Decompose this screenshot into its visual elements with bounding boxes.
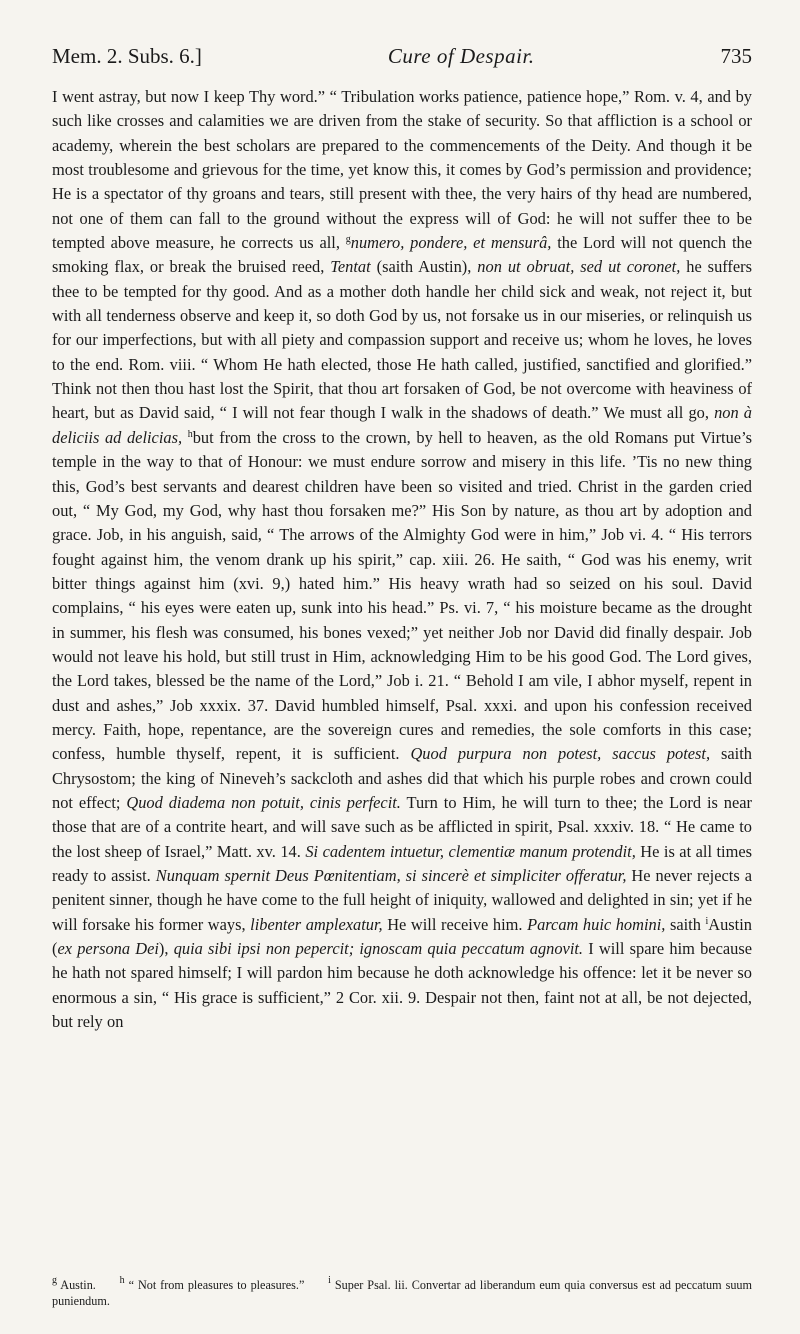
footnotes [52,1277,752,1309]
latin-phrase: libenter amplexatur, [250,914,383,934]
text-run: saith Chrysostom; the king of Nineveh’s sackcloth and ashes did that which his purple robes and crown could not effect; [52,744,752,812]
text-run: ), [158,939,174,959]
text-run: He will receive him. [382,914,528,934]
page-number: 735 [720,44,752,68]
latin-phrase: Si cadentem intuetur, clementiæ manum protendit, [305,841,636,861]
latin-phrase: non à deliciis ad delicias, [52,403,752,447]
text-run: he suffers thee to be tempted for thy good. And as a mother doth handle her child sick and weak, not reject it, but with all tenderness observe and keep it, so doth God by us, not forsake us in our miseries, or relinquish us for our imperfections, but with all piety and compassion support and receive us; whom he loves, he loves to the end. Rom. viii. “ Whom He hath elected, those He hath called, justified, sanctified and glorified.” Think not then thou hast lost the Spirit, that thou art forsaken of God, be not overcome with heaviness of heart, but as David said, “ I will not fear though I walk in the shadows of death.” We must all go, [52,257,752,423]
text-run: I went astray, but now I keep Thy word.” “ Tribulation works patience, patience hope,” Rom. v. 4, and by such like crosses and calamities we are driven from the stake of security. So that affliction is a school or academy, wherein the best scholars are prepared to the commencements of the Deity. And though it be most troublesome and grievous for the time, yet know this, it comes by God’s permission and providence; He is a spectator of thy groans and tears, still present with thee, the very hairs of thy head are numbered, not one of them can fall to the ground without the express will of God: he will not suffer thee to be tempted above measure, he corrects us all, [52,87,752,253]
latin-phrase: numero, pondere, et mensurâ, [350,233,552,253]
text-run: I will spare him because he hath not spared himself; I will pardon him because he doth acknowledge his offence: let it be never so enormous a sin, “ His grace is sufficient,” 2 Cor. xii. 9. Despair not then, faint not at all, be not dejected, but rely on [52,939,752,1032]
text-run: Turn to Him, he will turn to thee; the Lord is near those that are of a contrite heart, and will save such as be afflicted in spirit, Psal. xxxiv. 18. “ He came to the lost sheep of Israel,” Matt. xv. 14. [52,792,753,861]
body-text [52,85,752,1034]
running-title: Cure of Despair. [387,44,535,68]
section-reference: Mem. 2. Subs. 6.] [52,44,202,68]
text-run: He never rejects a penitent sinner, though he have come to the full height of iniquity, wallowed and delighted in sin; yet if he will forsake his former ways, [52,866,752,934]
footnote-marker-h: h [187,428,193,440]
footnote-h-text: “ Not from pleasures to pleasures.” [124,1278,305,1292]
footnote-h-marker: h [119,1275,125,1286]
latin-phrase: ex persona Dei [57,939,159,959]
running-header [52,44,752,69]
footnote-i-marker: i [328,1275,331,1286]
footnote-marker-i: i [705,915,709,927]
text-run: saith [665,914,706,934]
latin-phrase: Parcam huic homini, [527,914,666,934]
latin-phrase: Nunquam spernit Deus Pœnitentiam, si sincerè et simpliciter offeratur, [155,866,627,885]
latin-phrase: quia sibi ipsi non pepercit; ignoscam quia peccatum agnovit. [173,939,584,959]
footnote-g-text: Austin. [57,1278,96,1292]
text-run: Austin ( [52,914,752,959]
text-run: but from the cross to the crown, by hell to heaven, as the old Romans put Virtue’s temple in the way to that of Honour: we must endure sorrow and misery in this life. ’Tis no new thing this, God’s best servants and dearest children have been so visited and tried. Christ in the garden cried out, “ My God, my God, why hast thou forsaken me?” His Son by nature, as thou art by adoption and grace. Job, in his anguish, said, “ The arrows of the Almighty God were in him,” Job vi. 4. “ His terrors fought against him, the venom drank up his spirit,” cap. xiii. 26. He saith, “ God was his enemy, writ bitter things against him (xvi. 9,) hated him.” His heavy wrath had so seized on his soul. David complains, “ his eyes were eaten up, sunk into his head.” Ps. vi. 7, “ his moisture became as the drought in summer, his flesh was consumed, his bones vexed;” yet neither Job nor David did finally despair. Job would not leave his hold, but still trust in Him, acknowledging Him to be his good God. The Lord gives, the Lord takes, blessed be the name of the Lord,” Job i. 21. “ Behold I am vile, I abhor myself, repent in dust and ashes,” Job xxxix. 37. David humbled himself, Psal. xxxi. and upon his confession received mercy. Faith, hope, repentance, are the sovereign cures and remedies, the sole comforts in this case; confess, humble thyself, repent, it is sufficient. [52,427,752,764]
text-run: He is at all times ready to assist. [52,841,753,885]
body-paragraph [52,85,752,1034]
text-run: the Lord will not quench the smoking flax, or break the bruised reed, [52,233,752,277]
footnote-g-marker: g [52,1275,57,1286]
text-run: (saith Austin), [370,257,478,277]
latin-phrase: Quod diadema non potuit, cinis perfecit. [126,792,401,812]
latin-phrase: Quod purpura non potest, saccus potest, [410,744,711,764]
footnote-marker-g: g [345,234,351,246]
latin-phrase: Tentat [330,257,371,277]
footnote-i-text: Super Psal. lii. Convertar ad liberandum eum quia conversus est ad peccatum suum puniendum. [52,1278,753,1308]
latin-phrase: non ut obruat, sed ut coronet, [477,257,681,277]
